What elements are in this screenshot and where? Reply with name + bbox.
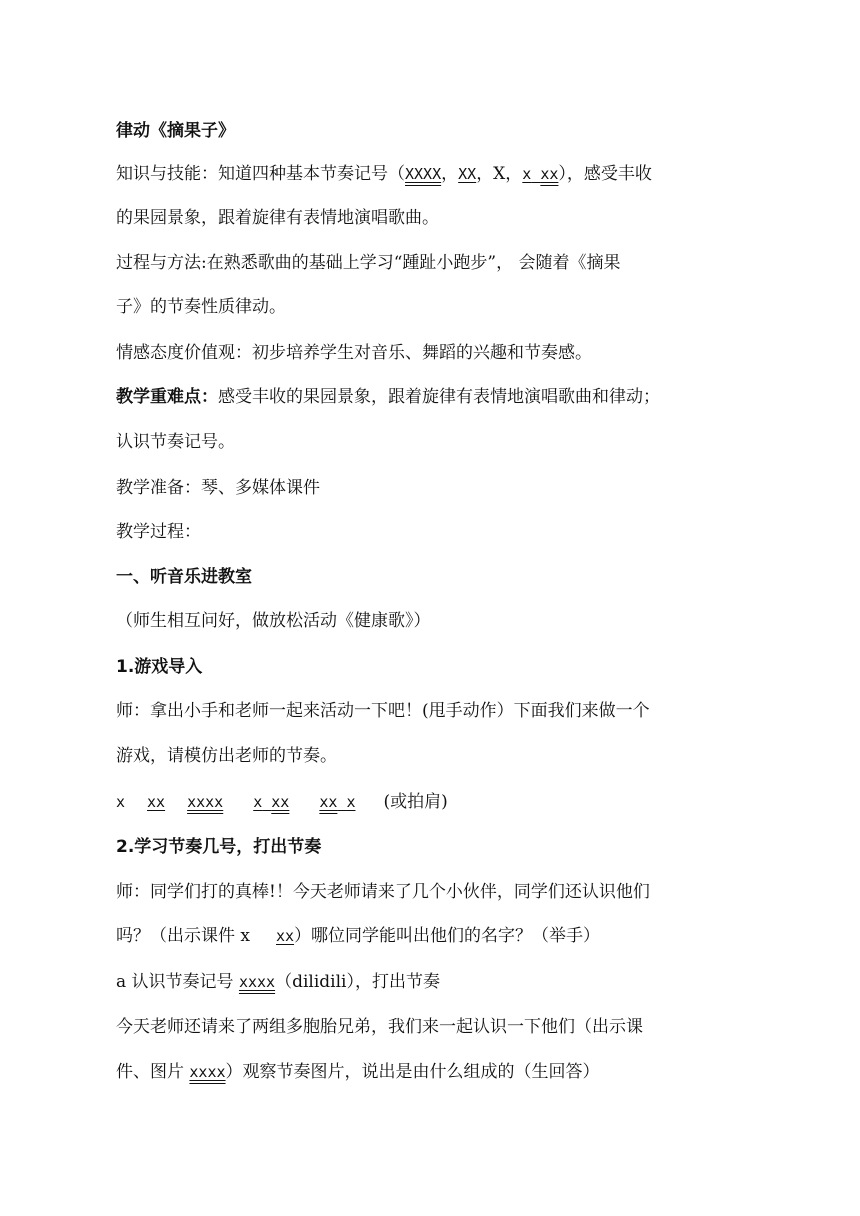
teaching-procedure: 教学过程： (116, 522, 201, 542)
knowledge-goal-line-2: 的果园景象，跟着旋律有表情地演唱歌曲。 (116, 208, 439, 228)
twins-line-1: 今天老师还请来了两组多胞胎兄弟，我们来一起认识一下他们（出示课 (116, 1017, 643, 1037)
rhythm-xx: xx (147, 793, 166, 811)
rhythm-symbol-xxxx-inline: xxxx (238, 973, 276, 991)
teacher-line-2b-pre: 吗？（出示课件 x (116, 926, 250, 946)
rhythm-symbol-xx-inline: xx (276, 927, 295, 945)
rhythm-symbol-xxxx: XXXX (405, 165, 442, 183)
knowledge-pre: 知道四种基本节奏记号（ (218, 164, 405, 184)
knowledge-label: 知识与技能： (116, 164, 218, 184)
rhythm-x-xx-xx: xx (271, 793, 290, 811)
rhythm-pattern (116, 791, 448, 813)
knowledge-post: ），感受丰收 (558, 164, 652, 184)
rhythm-symbol-x-space (531, 165, 540, 183)
separator: ，X， (476, 164, 523, 184)
rhythm-x-xx-x: x (253, 793, 263, 811)
recognize-post: （dilidili），打出节奏 (275, 972, 440, 992)
teacher-line-1a: 师：拿出小手和老师一起来活动一下吧！(甩手动作）下面我们来做一个 (116, 701, 650, 721)
rhythm-symbol-xx-double: xx (540, 165, 559, 183)
separator: ， (441, 164, 459, 184)
rhythm-x: x (116, 793, 126, 811)
knowledge-goal-line-1 (116, 163, 652, 185)
attitude-goal: 情感态度价值观：初步培养学生对音乐、舞蹈的兴趣和节奏感。 (116, 343, 592, 363)
teacher-line-2b (116, 925, 600, 947)
key-points-line-1 (116, 386, 660, 408)
process-goal-line-1: 过程与方法:在熟悉歌曲的基础上学习“踵趾小跑步”， 会随着《摘果 (116, 253, 621, 273)
rhythm-xx-x-xx: xx (319, 793, 338, 811)
rhythm-symbol-x: x (522, 165, 532, 183)
subsection-heading-2: 2.学习节奏几号，打出节奏 (116, 837, 322, 857)
teacher-line-1b: 游戏，请模仿出老师的节奏。 (116, 746, 337, 766)
twins-line-2 (116, 1061, 600, 1083)
recognize-pre: a 认识节奏记号 (116, 972, 239, 992)
twins-line-2-post: ）观察节奏图片，说出是由什么组成的（生回答） (225, 1062, 600, 1082)
twins-line-2-pre: 件、图片 (116, 1062, 190, 1082)
key-points-line-2: 认识节奏记号。 (116, 432, 235, 452)
section-heading-1: 一、听音乐进教室 (116, 567, 252, 587)
key-points-label: 教学重难点： (116, 387, 218, 407)
subsection-heading-1: 1.游戏导入 (116, 657, 203, 677)
greeting-note: （师生相互问好，做放松活动《健康歌》） (116, 611, 431, 631)
lesson-title: 律动《摘果子》 (116, 121, 235, 141)
rhythm-xx-x-x: x (346, 793, 356, 811)
rhythm-note: (或拍肩) (383, 792, 448, 812)
teacher-line-2b-post: ）哪位同学能叫出他们的名字？（举手） (294, 926, 601, 946)
recognize-line (116, 971, 440, 993)
rhythm-symbol-xx: XX (458, 165, 477, 183)
rhythm-symbol-xxxx-picture: xxxx (189, 1063, 226, 1081)
teaching-prep: 教学准备：琴、多媒体课件 (116, 478, 320, 498)
rhythm-xxxx: xxxx (187, 793, 224, 811)
teacher-line-2a: 师：同学们打的真棒!！今天老师请来了几个小伙伴，同学们还认识他们 (116, 882, 650, 902)
process-goal-line-2: 子》的节奏性质律动。 (116, 297, 286, 317)
key-points-text: 感受丰收的果园景象，跟着旋律有表情地演唱歌曲和律动； (218, 387, 660, 407)
